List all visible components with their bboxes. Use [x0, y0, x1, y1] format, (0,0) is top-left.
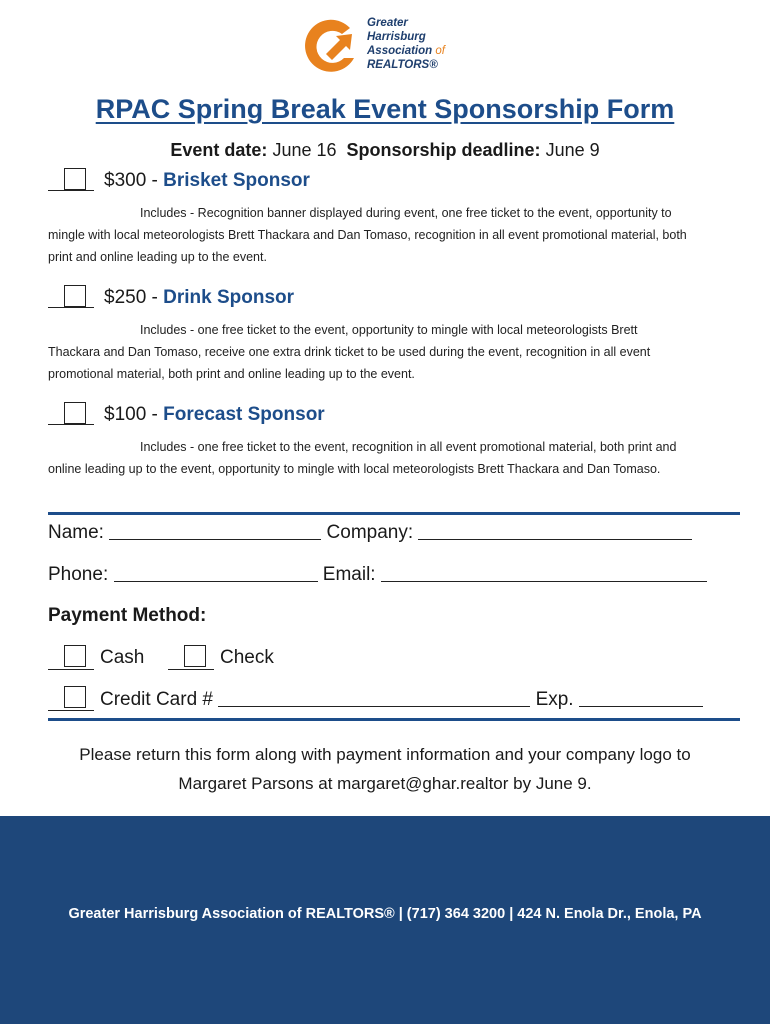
cash-option — [48, 647, 158, 673]
credit-card-option — [48, 688, 718, 714]
tier-price: $250 - — [104, 287, 164, 308]
tier-description: Includes - one free ticket to the event, recognition in all event promotional material, both print and online leading up to the event, opportunity to mingle with local meteorologists Brett Thackara and Dan Tomaso. — [48, 440, 677, 476]
footer-contact: Greater Harrisburg Association of REALTORS® | (717) 364 3200 | 424 N. Enola Dr., Enola, PA — [68, 906, 702, 922]
tier-brisket — [48, 168, 728, 268]
divider — [48, 512, 740, 515]
return-instructions — [0, 740, 770, 798]
email-field[interactable] — [381, 563, 707, 582]
blank-line — [48, 710, 94, 711]
exp-label: Exp. — [535, 689, 574, 710]
tier-forecast — [48, 402, 728, 480]
association-logo — [300, 14, 460, 78]
deadline-label: Sponsorship deadline: — [346, 140, 541, 160]
blank-line — [168, 669, 214, 670]
tier-name: Brisket Sponsor — [163, 170, 310, 191]
logo-of: of — [435, 45, 445, 57]
phone-email-row — [48, 563, 707, 586]
blank-line — [48, 307, 94, 308]
tier-drink — [48, 285, 728, 385]
tier-price: $100 - — [104, 404, 164, 425]
exp-field[interactable] — [579, 688, 703, 707]
blank-line — [48, 424, 94, 425]
credit-card-checkbox[interactable] — [64, 686, 86, 708]
logo-line: Harrisburg — [367, 31, 426, 43]
logo-wordmark — [367, 16, 445, 72]
logo-line: REALTORS® — [367, 59, 438, 71]
name-company-row — [48, 521, 692, 544]
email-label: Email: — [322, 564, 376, 585]
form-title: RPAC Spring Break Event Sponsorship Form — [95, 94, 675, 124]
return-line: Margaret Parsons at margaret@ghar.realtor by June 9. — [178, 774, 592, 793]
footer-band — [0, 816, 770, 1024]
phone-field[interactable] — [114, 563, 318, 582]
divider — [48, 718, 740, 721]
g-logo-icon — [300, 14, 364, 78]
logo-line: Greater — [367, 17, 408, 29]
deadline-value: June 9 — [545, 140, 600, 160]
event-date-value: June 16 — [272, 140, 337, 160]
logo-line: Association — [367, 45, 433, 57]
blank-line — [48, 190, 94, 191]
event-date-label: Event date: — [170, 140, 268, 160]
drink-checkbox[interactable] — [64, 285, 86, 307]
tier-name: Forecast Sponsor — [163, 404, 325, 425]
name-field[interactable] — [109, 521, 321, 540]
tier-description: Includes - Recognition banner displayed during event, one free ticket to the event, opportunity to mingle with local meteorologists Brett Thackara and Dan Tomaso, recognition in all event promotional material, both print and online leading up to the event. — [48, 206, 687, 264]
check-label: Check — [220, 647, 274, 668]
brisket-checkbox[interactable] — [64, 168, 86, 190]
phone-label: Phone: — [48, 564, 109, 585]
check-option — [168, 647, 288, 673]
cash-checkbox[interactable] — [64, 645, 86, 667]
forecast-checkbox[interactable] — [64, 402, 86, 424]
company-label: Company: — [326, 522, 414, 543]
credit-card-field[interactable] — [218, 688, 530, 707]
tier-price-line — [104, 170, 310, 192]
check-checkbox[interactable] — [184, 645, 206, 667]
credit-card-label: Credit Card # — [100, 689, 213, 710]
return-line: Please return this form along with payment information and your company logo to — [79, 745, 691, 764]
name-label: Name: — [48, 522, 104, 543]
event-info — [0, 140, 770, 161]
tier-description: Includes - one free ticket to the event, opportunity to mingle with local meteorologists Brett Thackara and Dan Tomaso, receive one extra drink ticket to be used during the event, recognition in all event promotional material, both print and online leading up to the event. — [48, 323, 651, 381]
cash-label: Cash — [100, 647, 145, 668]
payment-method-title: Payment Method: — [48, 605, 207, 626]
tier-name: Drink Sponsor — [163, 287, 295, 308]
tier-price-line — [104, 287, 294, 309]
blank-line — [48, 669, 94, 670]
tier-price: $300 - — [104, 170, 164, 191]
tier-price-line — [104, 404, 325, 426]
company-field[interactable] — [418, 521, 692, 540]
